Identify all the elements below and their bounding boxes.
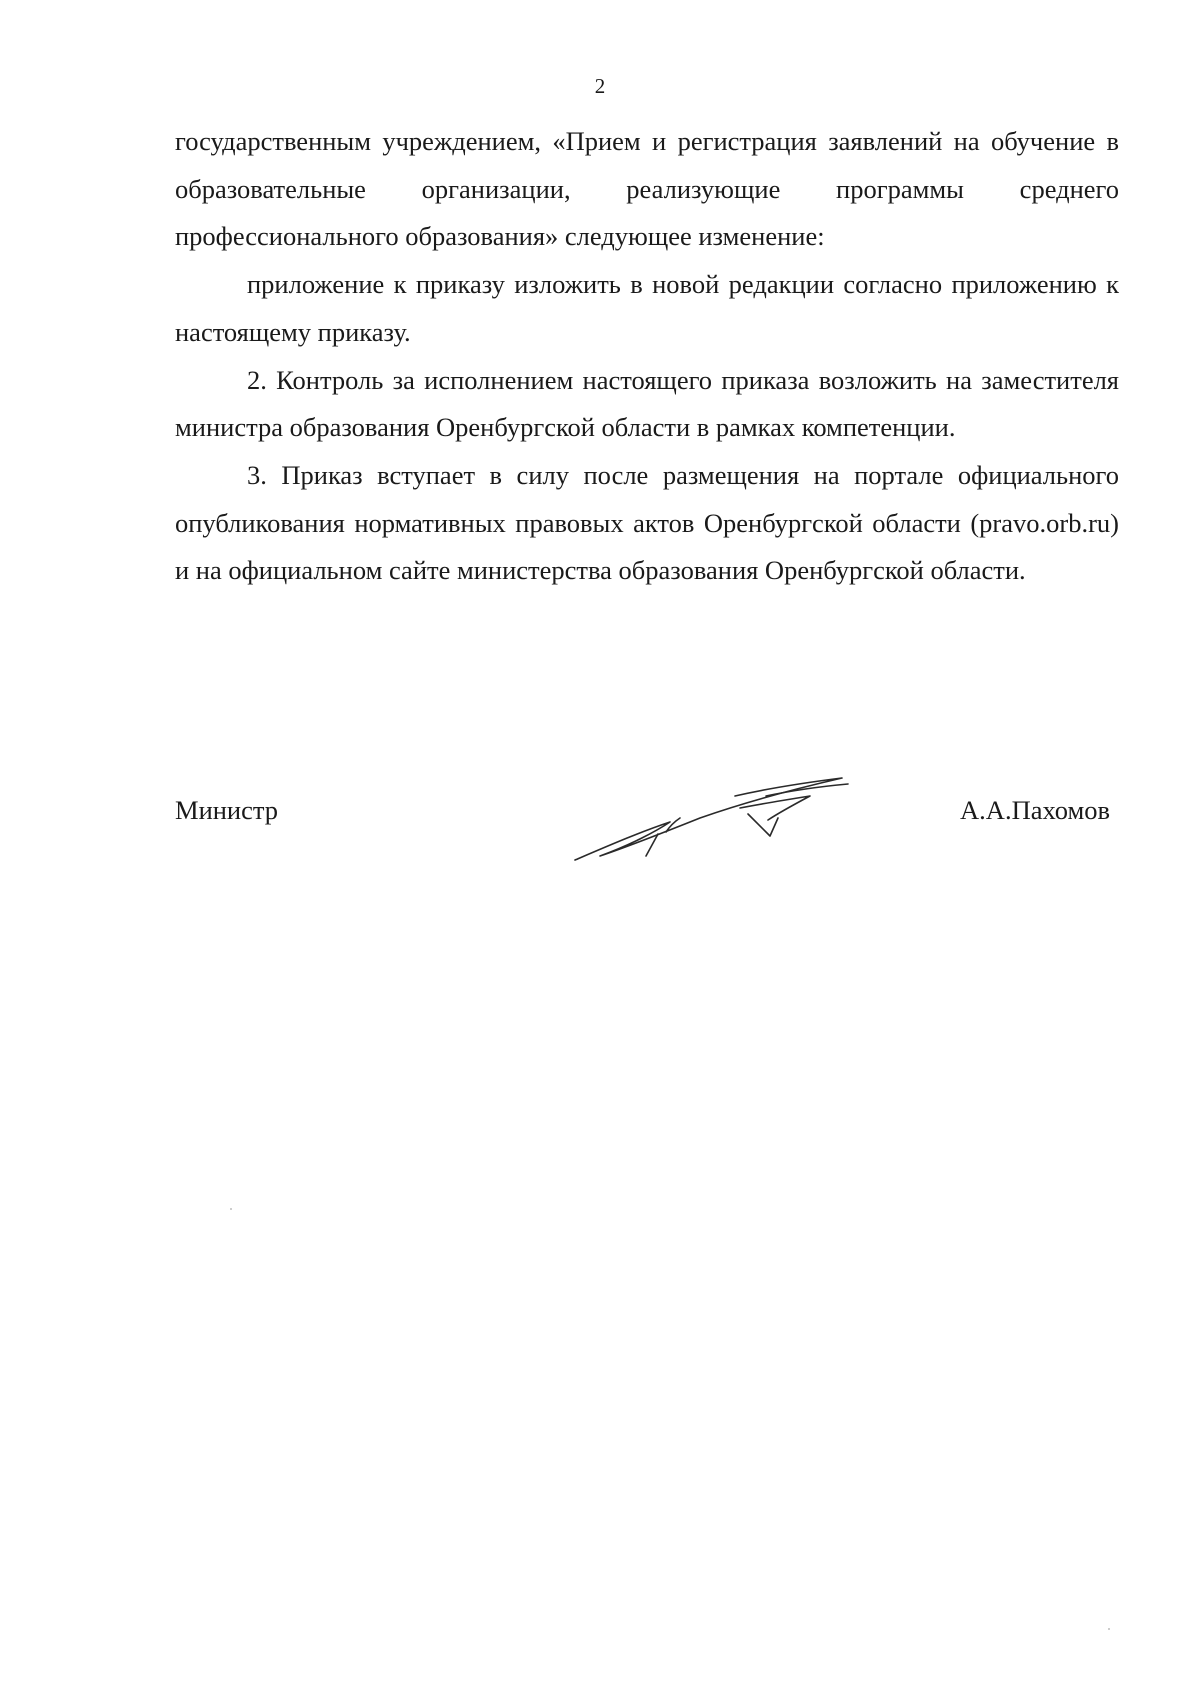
document-body [175, 118, 1119, 595]
signature-block [0, 760, 1200, 880]
signatory-name: А.А.Пахомов [960, 795, 1110, 825]
paragraph-appendix-change: приложение к приказу изложить в новой редакции согласно приложению к настоящему приказу. [175, 269, 1119, 347]
paragraph-control: 2. Контроль за исполнением настоящего приказа возложить на заместителя министра образования Оренбургской области в рамках компетенции. [175, 364, 1119, 443]
paragraph-effective-date: 3. Приказ вступает в силу после размещения на портале официального опубликования нормативных правовых актов Оренбургской области (pravo.orb.ru) и на официальном сайте министерства образования Оренбургской области. [175, 459, 1119, 586]
handwritten-signature [570, 760, 870, 870]
paragraph-continuation: государственным учреждением, «Прием и регистрация заявлений на обучение в образовательные организации, реализующие программы среднего профессионального образования» следующее изменение: [175, 126, 1119, 252]
signatory-title: Министр [175, 795, 279, 825]
scan-speck [230, 1208, 232, 1210]
page-number: 2 [594, 74, 606, 98]
scan-speck [1108, 1628, 1110, 1630]
